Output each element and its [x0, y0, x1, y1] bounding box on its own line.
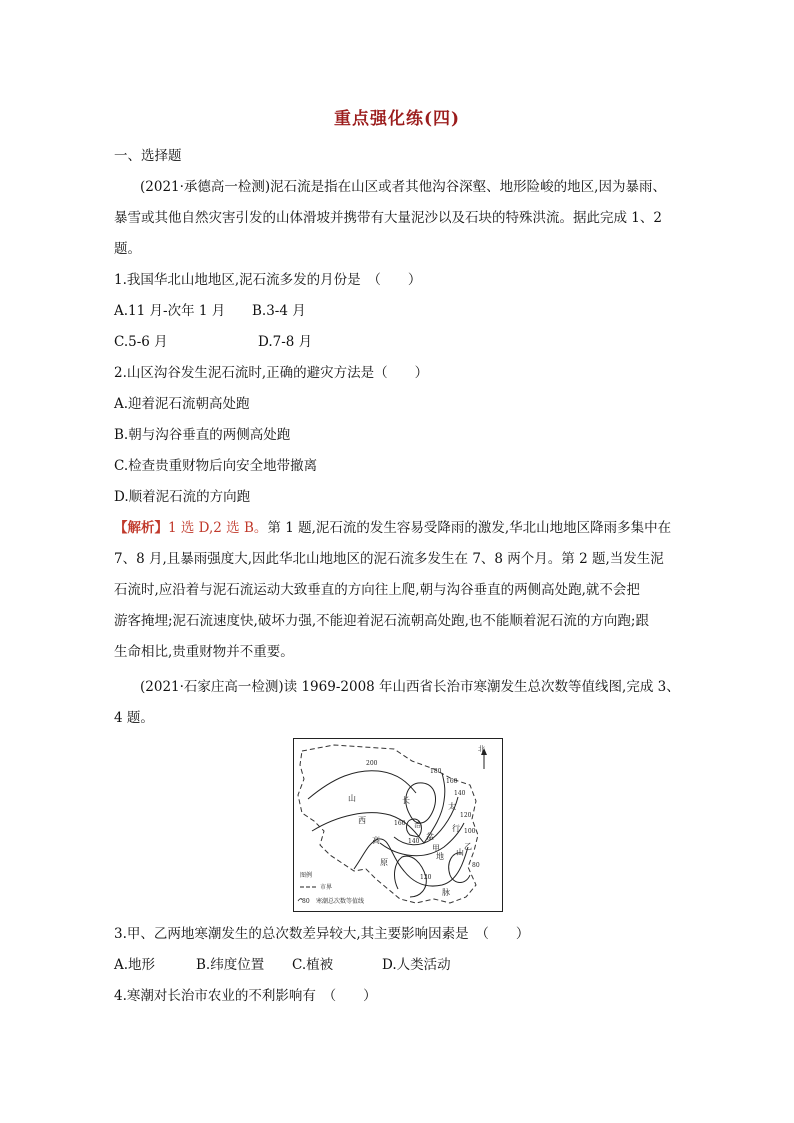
north-label: 北	[478, 745, 485, 753]
analysis-tag: 【解析】	[114, 520, 168, 536]
legend-contour-label: 寒潮总次数等值线	[316, 898, 365, 905]
question-1-options-row-1	[114, 301, 694, 321]
intro1-line-3: 题。	[114, 241, 141, 257]
place-char-xi: 西	[358, 816, 366, 825]
place-char-shan: 山	[348, 794, 356, 803]
analysis-line-4: 游客掩埋;泥石流速度快,破坏力强,不能迎着泥石流朝高处跑,也不能顺着泥石流的方向跑;跟	[114, 613, 649, 629]
q2-option-d: D.顺着泥石流的方向跑	[114, 489, 251, 505]
analysis-line-1	[114, 518, 694, 538]
contour-line-100	[354, 839, 468, 886]
question-1-stem: 1.我国华北山地地区,泥石流多发的月份是 （ ）	[114, 272, 422, 288]
q3-option-a: A.地形	[114, 957, 156, 973]
contour-line-180	[406, 783, 436, 823]
place-char-xing: 行	[452, 824, 460, 833]
contour-label-140-b: 140	[408, 838, 420, 845]
analysis-text-1: 第 1 题,泥石流的发生容易受降雨的激发,华北山地地区降雨多集中在	[267, 520, 672, 536]
contour-label-100: 100	[464, 828, 476, 835]
analysis-line-5: 生命相比,贵重财物并不重要。	[114, 644, 294, 660]
contour-line-200	[308, 771, 416, 799]
isoline-map	[293, 738, 503, 912]
question-1-options-row-2	[114, 332, 694, 352]
contour-label-80: 80	[472, 862, 480, 869]
q2-option-b: B.朝与沟谷垂直的两侧高处跑	[114, 427, 291, 443]
analysis-answer: 1 选 D,2 选 B。	[168, 520, 268, 536]
place-char-tai: 太	[448, 802, 456, 811]
intro1-line-1: (2021·承德高一检测)泥石流是指在山区或者其他沟谷深壑、地形险峻的地区,因为暴雨、	[140, 179, 666, 195]
contour-label-120: 120	[460, 812, 472, 819]
place-char-pen: 盆	[426, 832, 434, 841]
contour-label-160-b: 160	[394, 820, 406, 827]
q3-option-b: B.纬度位置	[196, 957, 265, 973]
place-char-zhi: 治	[414, 821, 421, 829]
q1-option-a: A.11 月-次年 1 月	[114, 303, 226, 319]
analysis-line-2: 7、8 月,且暴雨强度大,因此华北山地地区的泥石流多发生在 7、8 两个月。第 2 题,当发生泥	[114, 551, 664, 567]
place-char-chang: 长	[402, 796, 410, 805]
place-char-di: 地	[436, 852, 444, 861]
contour-label-180: 180	[430, 768, 442, 775]
q3-option-c: C.植被	[292, 957, 334, 973]
legend-contour-value: 80	[302, 898, 310, 905]
q1-option-d: D.7-8 月	[258, 334, 313, 350]
q1-option-c: C.5-6 月	[114, 334, 168, 350]
isoline-map-svg	[294, 739, 502, 911]
question-3-options	[114, 955, 694, 975]
contour-label-120-b: 120	[420, 874, 432, 881]
q1-option-b: B.3-4 月	[252, 303, 306, 319]
question-3-stem: 3.甲、乙两地寒潮发生的总次数差异较大,其主要影响因素是 （ ）	[114, 926, 530, 942]
q2-option-a: A.迎着泥石流朝高处跑	[114, 396, 250, 412]
question-4-stem: 4.寒潮对长治市农业的不利影响有 （ ）	[114, 988, 377, 1004]
place-char-yi: 乙	[464, 842, 472, 851]
place-char-shan-2: 山	[456, 848, 464, 857]
contour-label-160: 160	[446, 778, 458, 785]
intro1-line-2: 暴雪或其他自然灾害引发的山体滑坡并携带有大量泥沙以及石块的特殊洪流。据此完成 1、2	[114, 210, 662, 226]
contour-label-140: 140	[454, 790, 466, 797]
legend-border-label: 市界	[320, 884, 333, 891]
q3-option-d: D.人类活动	[382, 957, 451, 973]
intro2-line-1: (2021·石家庄高一检测)读 1969-2008 年山西省长治市寒潮发生总次数等值线图,完成 3、	[140, 679, 680, 695]
place-char-jia: 甲	[432, 844, 440, 853]
contour-label-200: 200	[366, 760, 378, 767]
legend-title: 图例	[300, 872, 313, 879]
section-heading: 一、选择题	[114, 148, 182, 164]
page-title: 重点强化练(四)	[333, 109, 461, 129]
place-char-gao: 高	[372, 836, 380, 845]
intro2-line-2: 4 题。	[114, 710, 154, 726]
place-char-yuan: 原	[380, 858, 388, 867]
q2-option-c: C.检查贵重财物后向安全地带撤离	[114, 458, 318, 474]
contour-line-80	[449, 853, 470, 883]
analysis-line-3: 石流时,应沿着与泥石流运动大致垂直的方向往上爬,朝与沟谷垂直的两侧高处跑,就不会把	[114, 582, 640, 598]
question-2-stem: 2.山区沟谷发生泥石流时,正确的避灾方法是（ ）	[114, 365, 429, 381]
place-char-mai: 脉	[442, 888, 450, 897]
